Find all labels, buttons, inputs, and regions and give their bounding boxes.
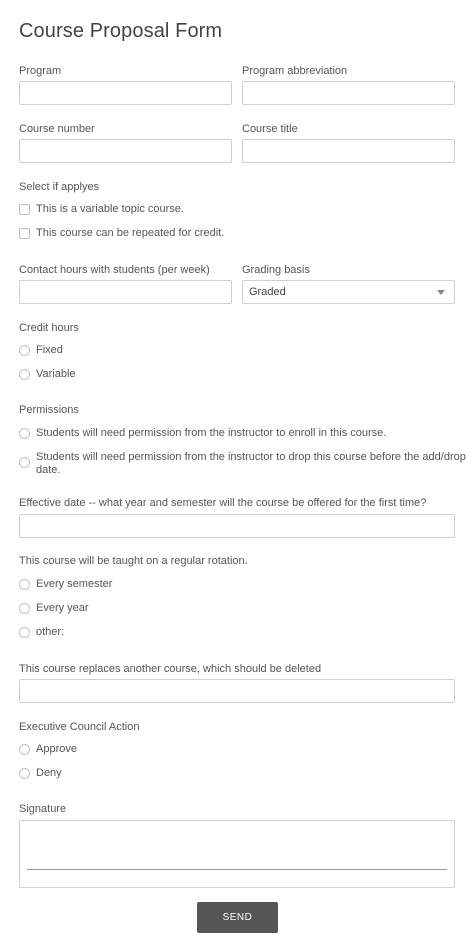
contact-hours-input[interactable] (19, 280, 232, 304)
replaces-course-label: This course replaces another course, which should be deleted (19, 663, 322, 675)
radio-button[interactable] (19, 627, 30, 638)
option-label: Every year (36, 602, 89, 614)
send-button[interactable]: SEND (197, 902, 278, 933)
radio-button[interactable] (19, 579, 30, 590)
grading-basis-label: Grading basis (242, 264, 310, 276)
option-label: other: (36, 626, 65, 638)
council-deny-option[interactable] (19, 767, 62, 780)
radio-button[interactable] (19, 457, 30, 468)
option-label (36, 451, 466, 477)
grading-basis-value: Graded (249, 286, 286, 298)
repeat-for-credit-option[interactable] (19, 227, 224, 240)
option-label: Deny (36, 767, 62, 779)
credit-hours-fixed-option[interactable] (19, 344, 63, 357)
option-label: Variable (36, 368, 76, 380)
course-number-input[interactable] (19, 139, 232, 163)
program-abbreviation-input[interactable] (242, 81, 455, 105)
radio-button[interactable] (19, 369, 30, 380)
radio-button[interactable] (19, 744, 30, 755)
radio-button[interactable] (19, 428, 30, 439)
council-approve-option[interactable] (19, 743, 77, 756)
program-input[interactable] (19, 81, 232, 105)
option-label: Approve (36, 743, 77, 755)
checkbox[interactable] (19, 204, 30, 215)
option-label: Every semester (36, 578, 113, 590)
option-label: This course can be repeated for credit. (36, 227, 225, 239)
executive-council-label: Executive Council Action (19, 721, 140, 733)
rotation-label: This course will be taught on a regular rotation. (19, 555, 248, 567)
course-number-label: Course number (19, 123, 95, 135)
program-abbreviation-label: Program abbreviation (242, 65, 348, 77)
option-label: This is a variable topic course. (36, 203, 184, 215)
option-label: Students will need permission from the instructor to enroll in this course. (36, 427, 387, 439)
course-title-label: Course title (242, 123, 298, 135)
program-label: Program (19, 65, 62, 77)
effective-date-label: Effective date -- what year and semester will the course be offered for the first time? (19, 497, 427, 509)
rotation-every-year-option[interactable] (19, 602, 89, 615)
effective-date-input[interactable] (19, 514, 455, 538)
contact-hours-label: Contact hours with students (per week) (19, 264, 210, 276)
course-title-input[interactable] (242, 139, 455, 163)
credit-hours-variable-option[interactable] (19, 368, 76, 381)
page-title: Course Proposal Form (19, 20, 223, 42)
chevron-down-icon (437, 290, 445, 295)
permissions-label: Permissions (19, 404, 79, 416)
option-label-line-2: date. (36, 464, 61, 476)
signature-pad[interactable] (19, 820, 455, 888)
grading-basis-select[interactable] (242, 280, 455, 304)
rotation-other-option[interactable] (19, 626, 64, 639)
option-label-line-1: Students will need permission from the instructor to drop this course before the add/drop (36, 451, 466, 463)
rotation-every-semester-option[interactable] (19, 578, 112, 591)
radio-button[interactable] (19, 768, 30, 779)
signature-line (27, 869, 447, 870)
select-if-applies-label: Select if applyes (19, 181, 100, 193)
radio-button[interactable] (19, 345, 30, 356)
radio-button[interactable] (19, 603, 30, 614)
credit-hours-label: Credit hours (19, 322, 79, 334)
permission-drop-option[interactable] (19, 451, 466, 477)
signature-label: Signature (19, 803, 67, 815)
option-label: Fixed (36, 344, 63, 356)
variable-topic-option[interactable] (19, 203, 184, 216)
checkbox[interactable] (19, 228, 30, 239)
replaces-course-input[interactable] (19, 679, 455, 703)
permission-enroll-option[interactable] (19, 427, 386, 440)
